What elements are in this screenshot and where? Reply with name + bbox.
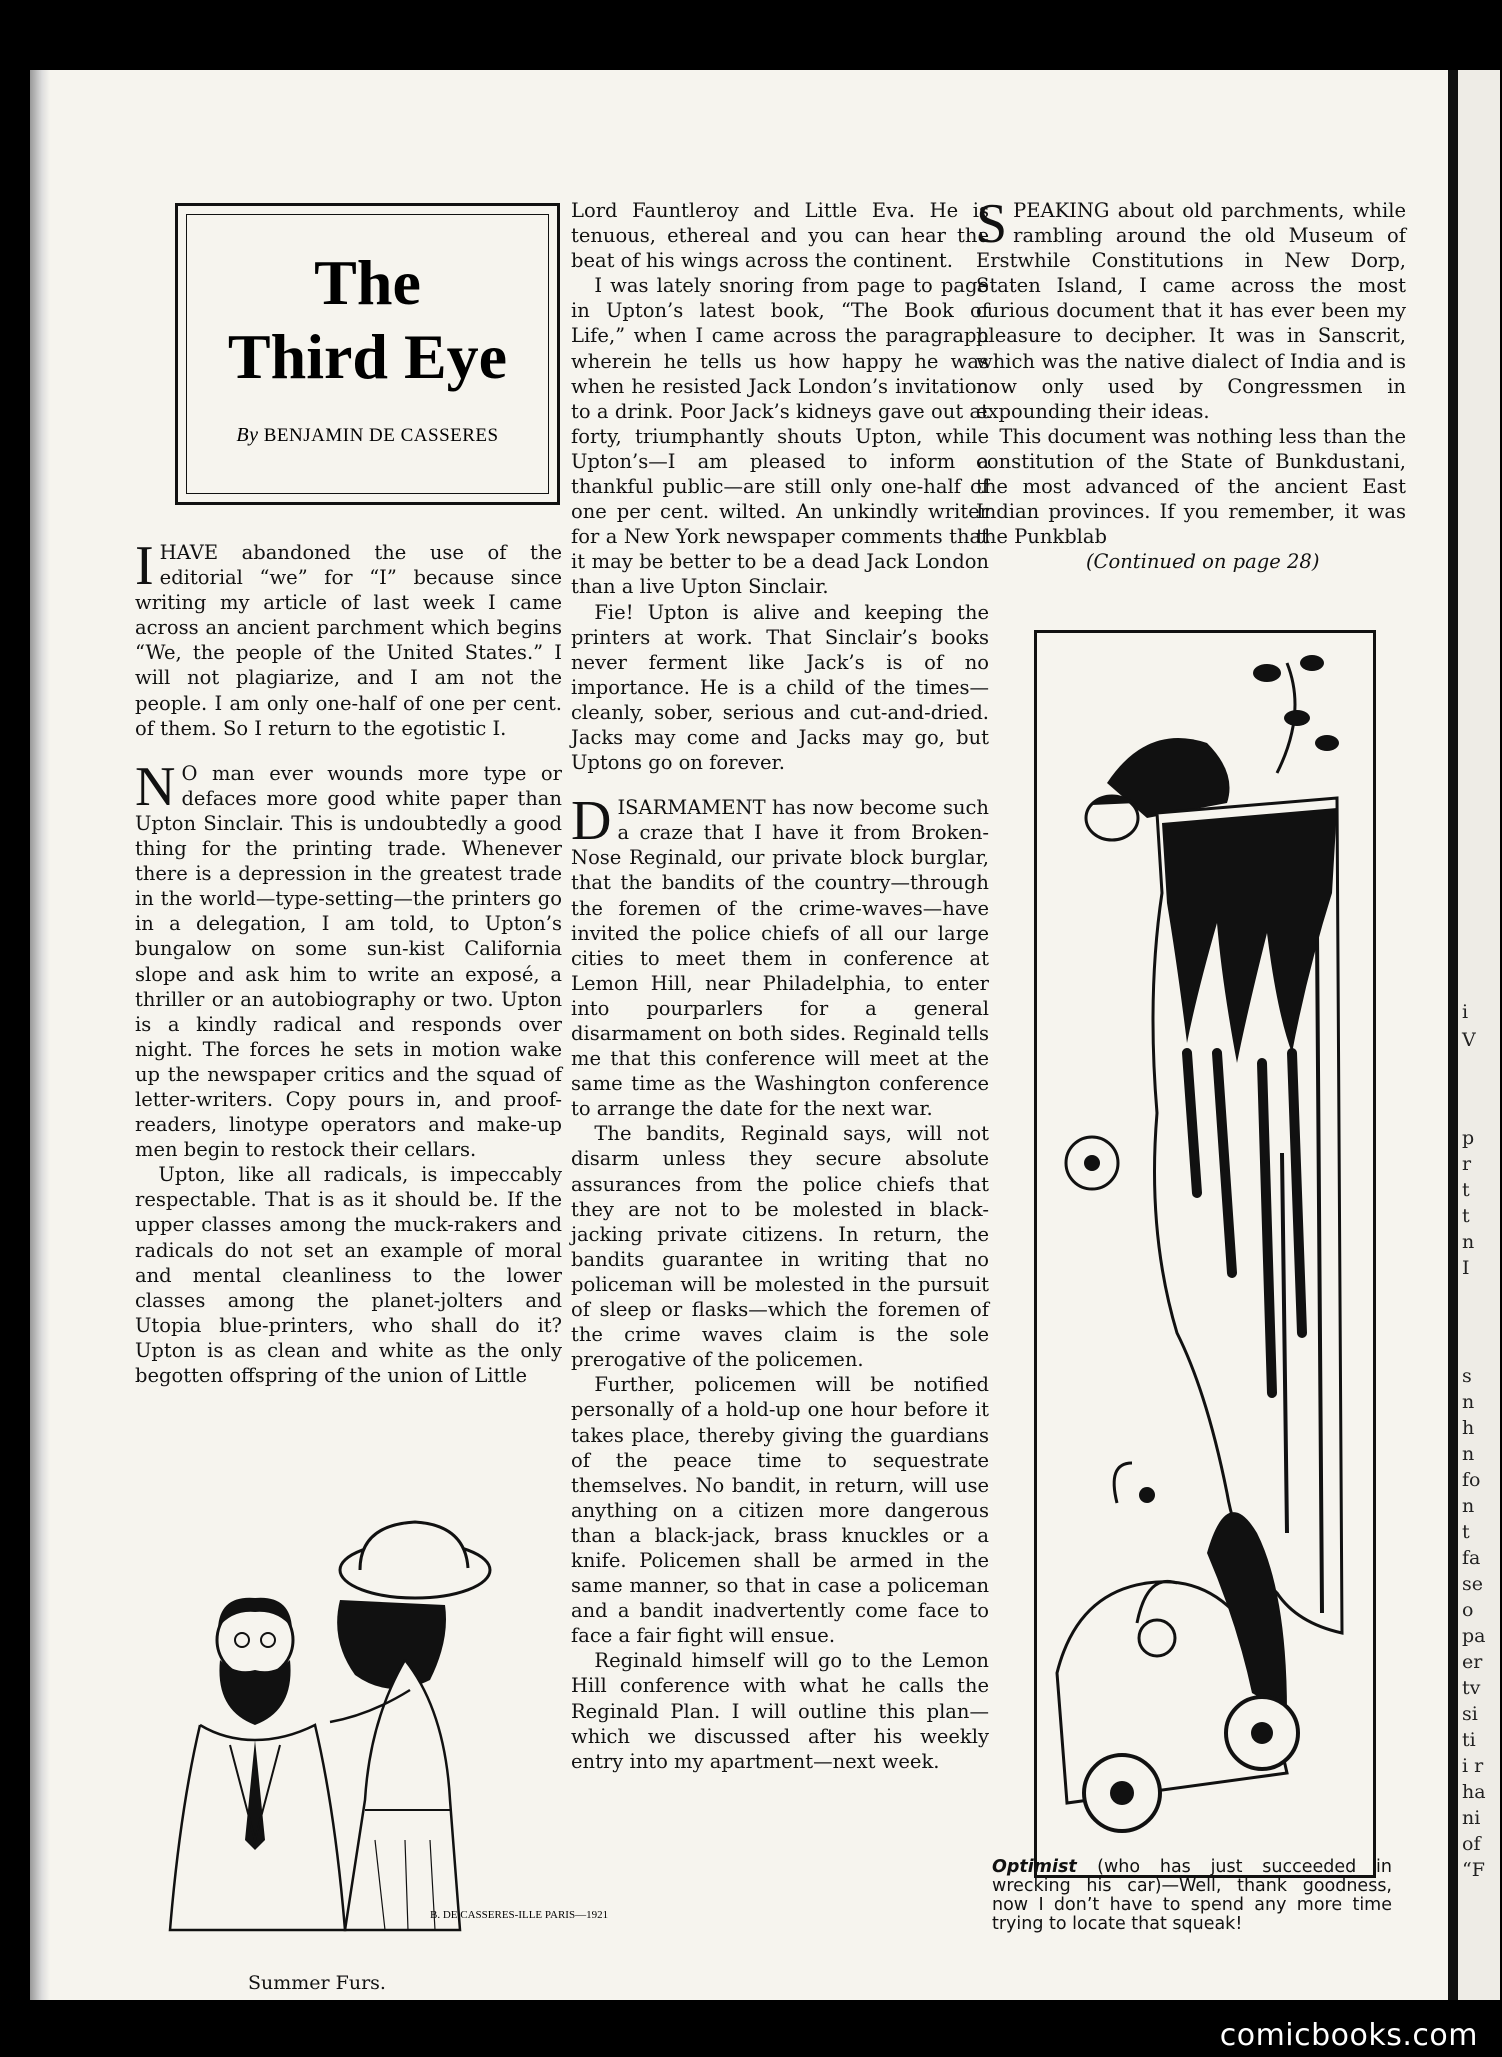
- paragraph: Lord Fauntleroy and Little Eva. He is tenuous, ethereal and you can hear the beat of his wings across the continent.: [571, 199, 989, 273]
- next-page-fragment: ni: [1462, 1807, 1481, 1829]
- summer-furs-caption: Summer Furs.: [248, 1972, 386, 1994]
- paragraph: IHAVE abandoned the use of the editorial “we” for “I” because since writing my article of last week I came across an ancient parchment which begins “We, the people of the United States.” I will not plagiarize, and I am not the people. I am only one-half of one per cent. of them. So I return to the egotistic I.: [135, 535, 562, 740]
- next-page-fragment: t: [1462, 1521, 1470, 1543]
- optimist-caption: Optimist (who has just succeeded in wrecking his car)—Well, thank goodness, now I don’t have to spend any more time trying to locate that squeak!: [992, 1857, 1393, 1934]
- paragraph: Fie! Upton is alive and keeping the printers at work. That Sinclair’s books never ferment like Jack’s is of no importance. He is a child of the times—cleanly, sober, serious and cut-and-dried. Jacks may come and Jacks may go, but Uptons go on forever.: [571, 600, 989, 775]
- next-page-fragment: fo: [1462, 1469, 1481, 1491]
- next-page-fragment: n: [1462, 1443, 1475, 1465]
- next-page-fragment: si: [1462, 1703, 1478, 1725]
- next-page-fragment: r: [1462, 1153, 1472, 1175]
- column-3: [976, 193, 1406, 574]
- next-page-fragment: of: [1462, 1833, 1481, 1855]
- next-page-fragment: ti: [1462, 1729, 1476, 1751]
- next-page-fragment: ha: [1462, 1781, 1486, 1803]
- paragraph: I was lately snoring from page to page in Upton’s latest book, “The Book of Life,” when I came across the paragraph wherein he tells us how happy he was when he resisted Jack London’s invitation to a drink. Poor Jack’s kidneys gave out at forty, triumphantly shouts Upton, while Upton’s—I am pleased to inform a thankful public—are still only one-half of one per cent. wilted. An unkindly writer for a New York newspaper comments that it may be better to be a dead Jack London than a live Upton Sinclair.: [571, 274, 989, 599]
- next-page-fragment: t: [1462, 1205, 1470, 1227]
- artist-signature: B. DE CASSERES-ILLE PARIS—1921: [430, 1909, 609, 1921]
- paragraph: SPEAKING about old parchments, while rambling around the old Museum of Erstwhile Constitutions in New Dorp, Staten Island, I came across the most curious document that it has ever been my pleasure to decipher. It was in Sanscrit, which was the native dialect of India and is now only used by Congressmen in expounding their ideas.: [976, 193, 1406, 423]
- column-1: [135, 535, 562, 1388]
- optimist-cartoon: [1037, 633, 1373, 1875]
- summer-furs-cartoon: [160, 1510, 609, 1970]
- paragraph: Reginald himself will go to the Lemon Hill conference with what he calls the Reginald Plan. I will outline this plan—which we discussed after his weekly entry into my apartment—next week.: [571, 1649, 989, 1773]
- next-page-fragment: t: [1462, 1179, 1470, 1201]
- next-page-fragment: fa: [1462, 1547, 1481, 1569]
- paragraph: Upton, like all radicals, is impeccably respectable. That is as it should be. If the upper classes among the muck-rakers and radicals do not set an example of moral and mental cleanliness to the lower classes among the planet-jolters and Utopia blue-printers, who shall do it? Upton is as clean and white as the only begotten offspring of the union of Little: [135, 1163, 562, 1387]
- paragraph: The bandits, Reginald says, will not disarm unless they secure absolute assurances from the police chiefs that they are not to be molested in black-jacking private citizens. In return, the bandits guarantee in writing that no policeman will be molested in the pursuit of sleep or flasks—which the foremen of the crime waves claim is the sole prerogative of the policemen.: [571, 1122, 989, 1372]
- article-title: The Third Eye: [227, 247, 508, 392]
- paragraph: Further, policemen will be notified personally of a hold-up one hour before it takes place, thereby giving the guardians of the peace time to sequestrate themselves. No bandit, in return, will use anything on a citizen more dangerous than a black-jack, brass knuckles or a knife. Policemen shall be armed in the same manner, so that in case a policeman and a bandit inadvertently come face to face a fair fight will ensue.: [571, 1373, 989, 1648]
- paragraph: DISARMAMENT has now become such a craze that I have it from Broken-Nose Reginald, our private block burglar, that the bandits of the country—through the foremen of the crime-waves—have invited the police chiefs of all our large cities to meet them in conference at Lemon Hill, near Philadelphia, to enter into pourparlers for a general disarmament on both sides. Reginald tells me that this conference will meet at the same time as the Washington conference to arrange the date for the next war.: [571, 790, 989, 1121]
- paragraph: This document was nothing less than the constitution of the State of Bunkdustani, the most advanced of the ancient East Indian provinces. If you remember, it was the Punkblab: [976, 424, 1406, 549]
- next-page-fragment: er: [1462, 1651, 1483, 1673]
- byline: By BENJAMIN DE CASSERES: [236, 424, 499, 446]
- next-page-fragment: I: [1462, 1257, 1470, 1279]
- next-page-fragment: n: [1462, 1391, 1475, 1413]
- next-page-fragment: i r: [1462, 1755, 1484, 1777]
- next-page-fragment: o: [1462, 1599, 1474, 1621]
- next-page-fragment: V: [1462, 1029, 1476, 1051]
- next-page-edge: [1458, 70, 1500, 2000]
- next-page-fragment: n: [1462, 1231, 1475, 1253]
- next-page-fragment: “F: [1462, 1859, 1485, 1881]
- next-page-fragment: p: [1462, 1127, 1475, 1149]
- next-page-fragment: h: [1462, 1417, 1475, 1439]
- title-box: [175, 203, 560, 505]
- continued-note: (Continued on page 28): [1085, 550, 1320, 574]
- next-page-fragment: se: [1462, 1573, 1483, 1595]
- optimist-cartoon-frame: [1034, 630, 1376, 1878]
- next-page-fragment: pa: [1462, 1625, 1486, 1647]
- paragraph: N O man ever wounds more type or defaces more good white paper than Upton Sinclair. This is undoubtedly a good thing for the printing trade. Whenever there is a depression in the greatest trade in the world—type-setting—the printers go in a delegation, I am told, to Upton’s bungalow on some sun-kist California slope and ask him to write an exposé, a thriller or an autobiography or two. Upton is a kindly radical and responds over night. The forces he sets in motion wake up the newspaper critics and the squad of letter-writers. Copy pours in, and proof-readers, linotype operators and make-up men begin to restock their cellars.: [135, 755, 562, 1162]
- column-2: [571, 198, 989, 1774]
- page-number: 20: [763, 2005, 783, 2023]
- magazine-page: [30, 70, 1448, 2023]
- next-page-fragment: tv: [1462, 1677, 1481, 1699]
- next-page-fragment: i: [1462, 1001, 1469, 1023]
- next-page-fragment: n: [1462, 1495, 1475, 1517]
- watermark: comicbooks.com: [1219, 2018, 1478, 2053]
- next-page-fragment: s: [1462, 1365, 1472, 1387]
